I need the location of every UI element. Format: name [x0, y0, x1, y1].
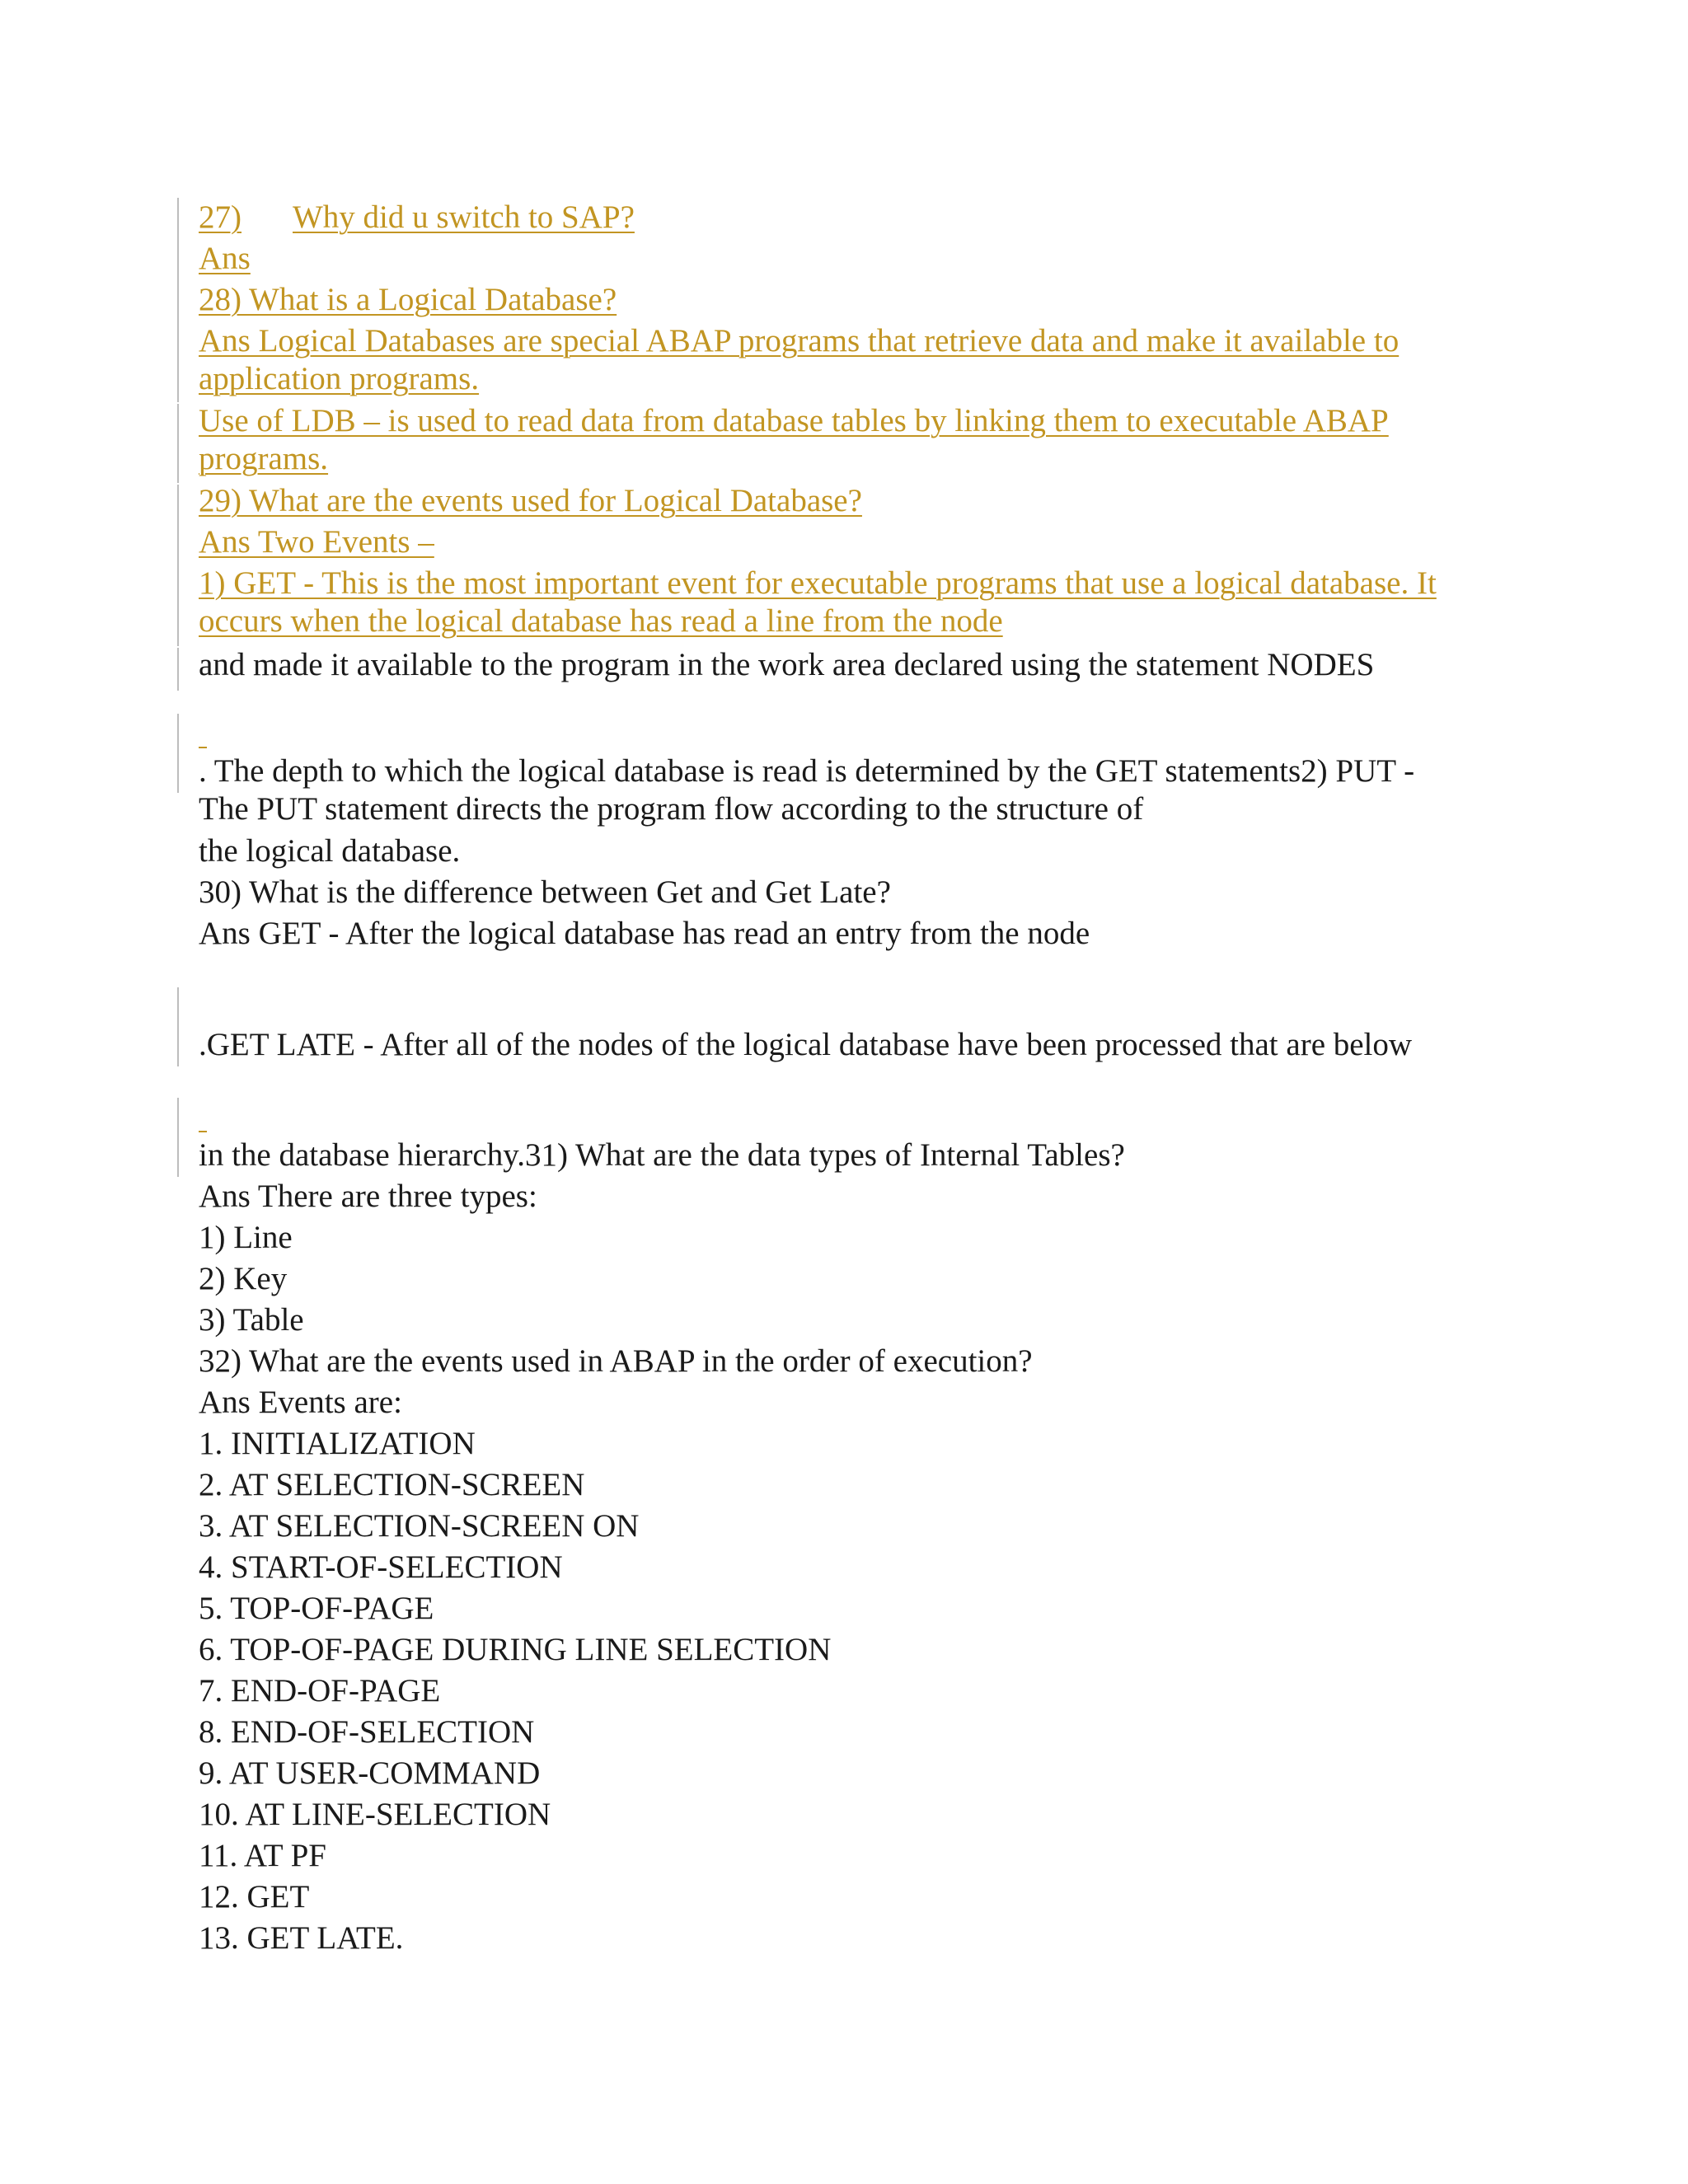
text-line: 13. GET LATE. — [199, 1920, 404, 1956]
text-line: Ans GET - After the logical database has read an entry from the node — [199, 916, 1090, 951]
text-line: 11. AT PF — [199, 1838, 326, 1873]
text-line-tracked: Ans Logical Databases are special ABAP programs that retrieve data and make it available to — [199, 323, 1400, 359]
change-bar — [177, 567, 179, 646]
change-bar — [177, 526, 179, 569]
text-line: 30) What is the difference between Get and Get Late? — [199, 874, 891, 910]
text-line-tracked: 27) Why did u switch to SAP? — [199, 199, 635, 235]
text-line-tracked: 29) What are the events used for Logical Database? — [199, 483, 862, 518]
text-line: 1) Line — [199, 1220, 293, 1255]
text-line: 8. END-OF-SELECTION — [199, 1714, 535, 1750]
text-line: Ans Events are: — [199, 1385, 402, 1420]
text-line-tracked: 1) GET - This is the most important event for executable programs that use a logical database. It — [199, 565, 1437, 601]
insertion-mark — [199, 747, 207, 748]
change-bar — [177, 323, 179, 402]
change-bar — [177, 714, 179, 793]
text-line: 9. AT USER-COMMAND — [199, 1755, 541, 1791]
insertion-mark — [199, 1131, 207, 1132]
text-line: 2) Key — [199, 1261, 288, 1296]
text-line: Ans There are three types: — [199, 1179, 537, 1214]
change-bar — [177, 648, 179, 691]
change-bar — [177, 282, 179, 325]
text-line: 5. TOP-OF-PAGE — [199, 1591, 434, 1626]
text-line: 7. END-OF-PAGE — [199, 1673, 441, 1708]
change-bar — [177, 404, 179, 483]
text-line: The PUT statement directs the program flow according to the structure of — [199, 791, 1144, 827]
text-line-tracked: Ans — [199, 241, 251, 276]
text-line-tracked: 28) What is a Logical Database? — [199, 282, 617, 317]
text-line: the logical database. — [199, 833, 461, 869]
text-line-tracked: Ans Two Events – — [199, 524, 434, 560]
text-line: 1. INITIALIZATION — [199, 1426, 476, 1461]
text-line: 3. AT SELECTION-SCREEN ON — [199, 1508, 640, 1544]
text-line: in the database hierarchy.31) What are the data types of Internal Tables? — [199, 1137, 1125, 1173]
text-line: 4. START-OF-SELECTION — [199, 1549, 563, 1585]
text-line: 12. GET — [199, 1879, 310, 1915]
text-line: .GET LATE - After all of the nodes of the logical database have been processed that are below — [199, 1027, 1413, 1062]
text-line: 10. AT LINE-SELECTION — [199, 1797, 551, 1832]
text-line: 32) What are the events used in ABAP in the order of execution? — [199, 1343, 1033, 1379]
text-line: 6. TOP-OF-PAGE DURING LINE SELECTION — [199, 1632, 832, 1667]
text-line: . The depth to which the logical database is read is determined by the GET statements2) PUT - — [199, 753, 1415, 789]
text-line: 2. AT SELECTION-SCREEN — [199, 1467, 585, 1502]
text-line-tracked: Use of LDB – is used to read data from database tables by linking them to executable ABAP — [199, 403, 1389, 438]
text-line: 3) Table — [199, 1302, 304, 1338]
change-bar — [177, 987, 179, 1066]
change-bar — [177, 241, 179, 284]
text-line-tracked: programs. — [199, 441, 329, 476]
text-line: and made it available to the program in the work area declared using the statement NODES — [199, 647, 1375, 682]
change-bar — [177, 198, 179, 241]
change-bar — [177, 1098, 179, 1177]
text-line-tracked: occurs when the logical database has read a line from the node — [199, 603, 1003, 639]
text-line-tracked: application programs. — [199, 361, 480, 396]
change-bar — [177, 485, 179, 527]
